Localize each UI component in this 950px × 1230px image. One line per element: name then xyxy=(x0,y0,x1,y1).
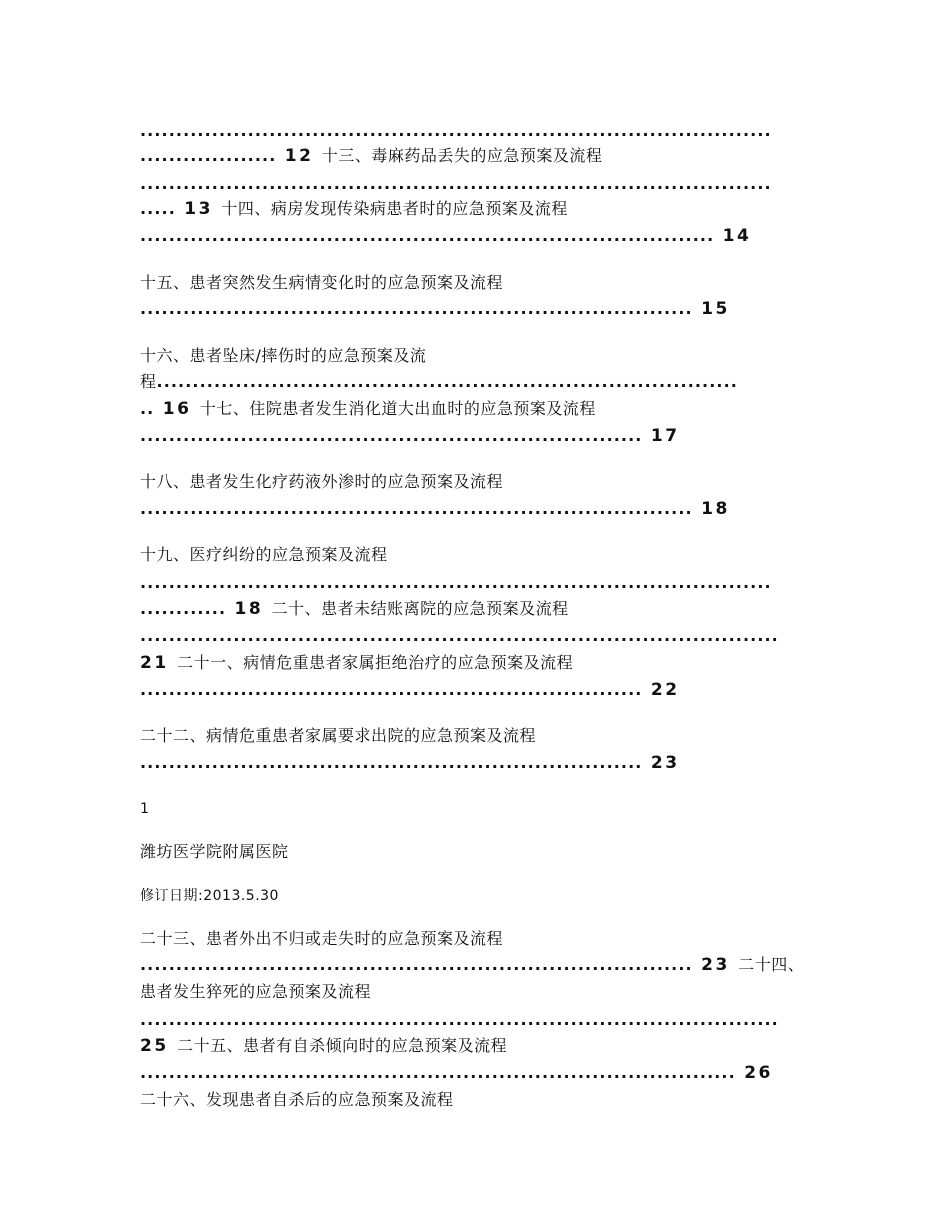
revision-date: 修订日期:2013.5.30 xyxy=(140,888,279,904)
line-18 xyxy=(140,652,573,674)
line-12 xyxy=(140,471,503,493)
line-05 xyxy=(140,225,751,247)
line-21 xyxy=(140,752,680,774)
toc-entry-title: 十七、住院患者发生消化道大出血时的应急预案及流程 xyxy=(199,399,596,418)
leader-dots: ......................................................................................... xyxy=(140,626,779,645)
line-02 xyxy=(140,145,602,167)
leader-dots: ............................................................................. xyxy=(140,299,693,318)
line-19 xyxy=(140,679,680,701)
toc-entry-title: 十四、病房发现传染病患者时的应急预案及流程 xyxy=(221,199,568,218)
leader-dots: ........................................................................................ xyxy=(140,174,772,193)
leader-dots: ...................................................................... xyxy=(140,426,643,445)
line-22 xyxy=(140,797,149,820)
page-number: 23 xyxy=(692,955,739,975)
leader-dots: ................................................................................ xyxy=(140,226,715,245)
leader-dots: ......................................................................................... xyxy=(140,1010,779,1029)
line-17 xyxy=(140,625,779,647)
page-number: 22 xyxy=(642,680,680,700)
toc-entry-title: 十三、毒麻药品丢失的应急预案及流程 xyxy=(321,146,603,165)
line-15 xyxy=(140,572,772,594)
line-04 xyxy=(140,198,568,220)
page-number: 26 xyxy=(735,1063,773,1083)
leader-dots: ................... xyxy=(140,146,277,165)
leader-dots: ...................................................................... xyxy=(140,680,643,699)
toc-entry-title: 患者发生猝死的应急预案及流程 xyxy=(140,982,372,1001)
leader-dots: ................................................................................... xyxy=(140,1063,736,1082)
page-number: 16 xyxy=(154,399,200,419)
line-10 xyxy=(140,398,596,420)
page-number: 23 xyxy=(642,753,680,773)
line-27 xyxy=(140,981,371,1003)
line-20 xyxy=(140,725,536,747)
line-24 xyxy=(140,884,279,907)
toc-entry-title: 十五、患者突然发生病情变化时的应急预案及流程 xyxy=(140,273,504,292)
line-14 xyxy=(140,544,388,566)
toc-entry-title: 二十六、发现患者自杀后的应急预案及流程 xyxy=(140,1090,454,1109)
toc-entry-title: 二十五、患者有自杀倾向时的应急预案及流程 xyxy=(177,1036,508,1055)
page-number: 15 xyxy=(692,299,730,319)
leader-dots: ................................................................................. xyxy=(156,372,738,391)
page-number: 25 xyxy=(140,1036,178,1056)
leader-dots: .. xyxy=(140,399,155,418)
leader-dots: ..... xyxy=(140,199,176,218)
line-09 xyxy=(140,371,738,393)
page-number: 18 xyxy=(226,599,272,619)
line-07 xyxy=(140,298,730,320)
page-number: 21 xyxy=(140,653,178,673)
page-number: 12 xyxy=(276,146,322,166)
leader-dots: ............................................................................. xyxy=(140,955,693,974)
toc-entry-title: 二十一、病情危重患者家属拒绝治疗的应急预案及流程 xyxy=(177,653,574,672)
toc-entry-title: 二十二、病情危重患者家属要求出院的应急预案及流程 xyxy=(140,726,537,745)
line-06 xyxy=(140,272,503,294)
toc-entry-title: 二十四、 xyxy=(738,955,805,974)
line-25 xyxy=(140,928,503,950)
page-number: 14 xyxy=(714,226,752,246)
line-16 xyxy=(140,598,569,620)
line-03 xyxy=(140,173,772,195)
line-29 xyxy=(140,1035,507,1057)
toc-entry-title: 二十三、患者外出不归或走失时的应急预案及流程 xyxy=(140,929,504,948)
toc-entry-title: 十八、患者发生化疗药液外渗时的应急预案及流程 xyxy=(140,472,504,491)
toc-entry-title: 十九、医疗纠纷的应急预案及流程 xyxy=(140,545,388,564)
leader-dots: ........................................................................................ xyxy=(140,573,772,592)
line-30 xyxy=(140,1062,773,1084)
line-26 xyxy=(140,954,804,976)
line-23 xyxy=(140,841,289,863)
leader-dots: ........................................................................................ xyxy=(140,121,772,140)
line-01 xyxy=(140,120,772,142)
page-number: 13 xyxy=(175,199,222,219)
toc-entry-title: 十六、患者坠床/摔伤时的应急预案及流 xyxy=(140,346,427,365)
hospital-name: 潍坊医学院附属医院 xyxy=(140,842,289,861)
line-31 xyxy=(140,1089,454,1111)
leader-dots: ...................................................................... xyxy=(140,753,643,772)
toc-entry-title: 程 xyxy=(140,372,157,391)
page-number: 17 xyxy=(642,426,680,446)
line-13 xyxy=(140,498,730,520)
page-footer-number: 1 xyxy=(140,801,150,817)
toc-entry-title: 二十、患者未结账离院的应急预案及流程 xyxy=(271,599,569,618)
leader-dots: ............................................................................. xyxy=(140,499,693,518)
page-number: 18 xyxy=(692,499,730,519)
line-11 xyxy=(140,425,680,447)
line-28 xyxy=(140,1009,779,1031)
line-08 xyxy=(140,345,426,367)
leader-dots: ............ xyxy=(140,599,227,618)
